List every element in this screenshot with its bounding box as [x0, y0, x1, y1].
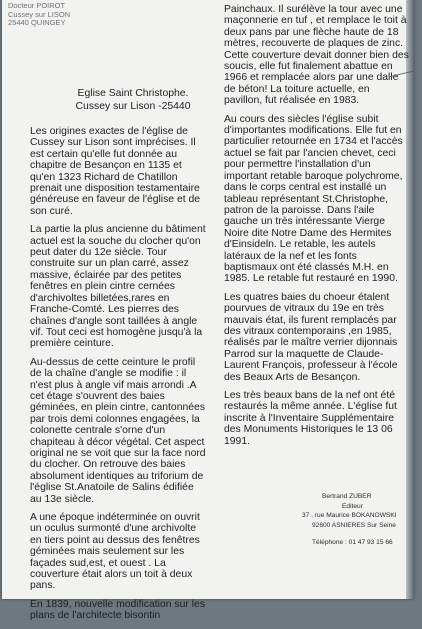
letterhead-line: Cussey sur LISON [8, 9, 71, 19]
editor-name: Bertrand ZUBER [322, 493, 372, 500]
paragraph: Au cours des siècles l'église subit d'importantes modifications. Elle fut en particulier retournée en 1734 et l'accès actuel se fait par l'ancien chevet, ceci pour permettre l'installation d'un important retable baroque polychrome, dans le corps central est installé un tableau représentant St.Christophe, patron de la paroisse. Dans l'aile gauche un très intéressante Vierge Noire dite Notre Dame des Hermites d'Einsideln. Le retable, les autels latéraux de la nef et les fonts baptismaux ont été classés M.H. en 1985. Le retable fut restauré en 1990. [224, 113, 403, 285]
paragraph: Les origines exactes de l'église de Cussey sur Lison sont imprécises. Il est certain qu'elle fut donnée au chapitre de Besançon en 1135 et qu'en 1323 Richard de Chatillon prenait une disposition testamentaire généreuse en faveur de l'église et de son curé. [30, 126, 201, 217]
document-sheet [2, 0, 414, 622]
paragraph: Au-dessus de cette ceinture le profil de la chaîne d'angle se modifie : il n'est plus à angle vif mais arrondi .A cet étage s'ouvrent des baies géminées, en plein cintre, cantonnées par trois demi colonnes engagées, la colonette centrale s'orne d'un chapiteau à décor végétal. Cet aspect original ne se voit que sur la face nord du clocher. On retrouve des baies absolument identiques au triforium de l'église St.Anatoile de Salins édifiée au 13e siècle. [30, 356, 206, 505]
pencil-mark [387, 68, 417, 82]
document-title [58, 88, 208, 113]
title-line: Cussey sur Lison -25440 [75, 100, 191, 112]
letterhead-line: Docteur POIROT [8, 1, 66, 10]
editor-city: 92600 ASNIERES Sur Seine [312, 521, 396, 529]
paragraph: A une époque indéterminée on ouvrit un oculus surmonté d'une archivolte en tiers point au dessus des fenêtres géminées mais seulement sur les façades sud,est, et ouest . La couverture était alors un toit à deux pans. [30, 512, 200, 592]
paragraph: Les quatres baies du choeur étalent pourvues de vitraux du 19e en très mauvais état, ils furent remplacés par des vitraux contemporains ,en 1985, réalisés par le maître verrier dijonnais Parrod sur la maquette de Claude-Laurent François, professeur à l'école des Beaux Arts de Besançon. [224, 291, 398, 383]
editor-phone: Téléphone : 01 47 93 15 66 [312, 539, 393, 546]
title-line: Eglise Saint Christophe. [77, 88, 189, 99]
left-column [30, 126, 208, 629]
editor-role: Editeur [342, 502, 363, 510]
letterhead-line: 25440 QUINGEY [8, 18, 66, 27]
signature-block [302, 492, 414, 548]
paragraph: En 1839, nouvelle modification sur les plans de l'architecte bisontin [30, 598, 206, 622]
paragraph: La partie la plus ancienne du bâtiment actuel est la souche du clocher qu'on peut dater du 12e siècle. Tour construite sur un plan carré, assez massive, éclairée par des petites fenêtres en plein cintre cernées d'archivoltes billetées,rares en Franche-Comté. Les pierres des chaînes d'angle sont taillées à angle vif. Tout ceci est homogène jusqu'à la première ceinture. [30, 224, 206, 350]
letterhead [8, 2, 70, 28]
right-column [224, 4, 409, 454]
paragraph: Painchaux. Il surélève la tour avec une maçonnerie en tuf , et remplace le toit à deux pans par une flèche haute de 18 mètres, recouverte de plaques de zinc. Cette couverture devait donner bien des soucis, elle fut finalement abattue en 1966 et remplacée alors par une dalle de béton! La toiture actuelle, en pavillon, fut réalisée en 1983. [224, 4, 409, 107]
editor-street: 37 , rue Maurice BOKANOWSKI [302, 512, 397, 519]
paragraph: Les très beaux bans de la nef ont été restaurés la même année. L'église fut inscrite à l'Inventaire Supplémentaire des Monuments Historiques le 13 06 1991. [224, 390, 397, 447]
